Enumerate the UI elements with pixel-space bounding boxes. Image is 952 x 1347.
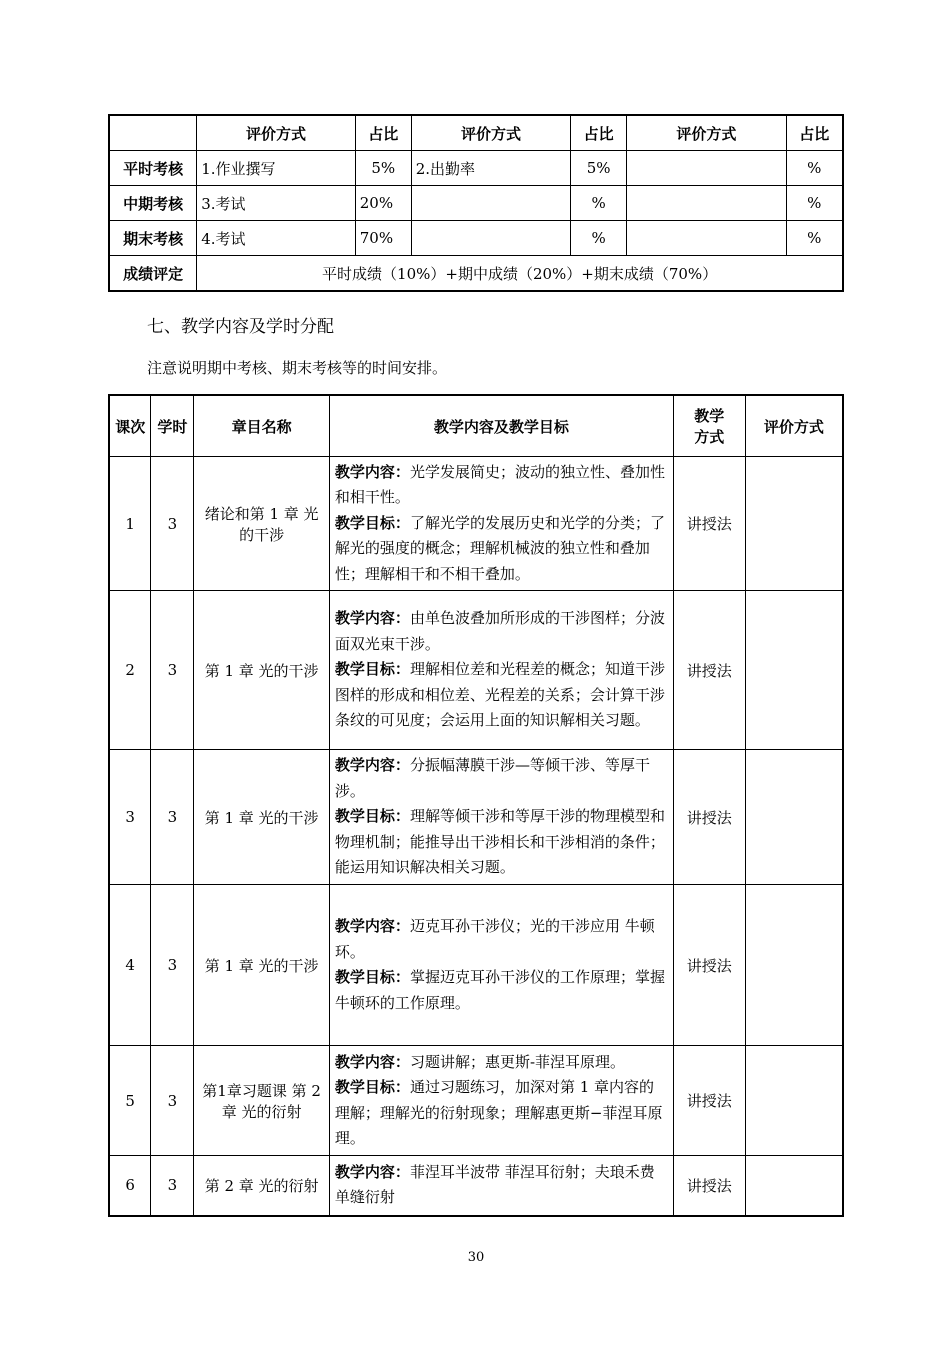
content-text: 由单色波叠加所形成的干涉图样；分波面双光束干涉。 (334, 609, 665, 653)
chapter-name: 绪论和第 1 章 光的干涉 (194, 457, 330, 591)
goal-label: 教学目标： (334, 968, 410, 986)
content-label: 教学内容： (334, 1052, 410, 1071)
evaluation-table (108, 114, 844, 292)
goal-text: 理解相位差和光程差的概念；知道干涉图样的形成和相位差、光程差的关系；会计算干涉条纹的可见度；会运用上面的知识解相关习题。 (334, 660, 665, 730)
lesson-hours: 3 (151, 750, 194, 885)
content-text: 迈克耳孙干涉仪；光的干涉应用 牛顿环。 (334, 917, 655, 961)
eval-cell: 5% (355, 151, 411, 186)
goal-block (335, 511, 668, 588)
goal-label: 教学目标： (334, 513, 410, 532)
lesson-hours: 3 (151, 885, 194, 1046)
content-text: 菲涅耳半波带 菲涅耳衍射；夫琅禾费单缝衍射 (334, 1162, 655, 1207)
lesson-number: 1 (109, 457, 151, 591)
lesson-hours: 3 (151, 457, 194, 591)
eval-cell (627, 221, 787, 256)
content-block (335, 1050, 668, 1076)
evaluation-method (745, 1156, 843, 1216)
lesson-hours: 3 (151, 1046, 194, 1156)
lesson-number: 2 (109, 591, 151, 750)
grade-formula: 平时成绩（10%）+期中成绩（20%）+期末成绩（70%） (197, 256, 843, 292)
goal-label: 教学目标： (334, 1078, 410, 1096)
content-text: 分振幅薄膜干涉—等倾干涉、等厚干涉。 (334, 756, 650, 800)
header-evaluation-method: 评价方式 (745, 395, 843, 457)
eval-row (109, 186, 843, 221)
lesson-number: 6 (109, 1156, 151, 1216)
content-header-row (109, 395, 843, 457)
eval-cell (411, 186, 571, 221)
eval-row-label: 中期考核 (109, 186, 197, 221)
lesson-hours: 3 (151, 591, 194, 750)
table-row (109, 591, 843, 750)
chapter-name: 第1章习题课 第 2 章 光的衍射 (194, 1046, 330, 1156)
eval-row-label: 期末考核 (109, 221, 197, 256)
content-goals (329, 750, 673, 885)
goal-text: 掌握迈克耳孙干涉仪的工作原理；掌握牛顿环的工作原理。 (334, 968, 665, 1012)
eval-row (109, 221, 843, 256)
schedule-note: 注意说明期中考核、期末考核等的时间安排。 (147, 359, 448, 377)
grade-row (109, 256, 843, 292)
header-teaching-method: 教学方式 (673, 395, 745, 457)
eval-header-cell: 评价方式 (627, 115, 787, 151)
table-row (109, 457, 843, 591)
evaluation-method (745, 750, 843, 885)
goal-label: 教学目标： (334, 660, 410, 679)
goal-text: 了解光学的发展历史和光学的分类；了解光的强度的概念；理解机械波的独立性和叠加性；理解相干和不相干叠加。 (334, 513, 665, 583)
eval-header-cell: 占比 (786, 115, 843, 151)
goal-block (335, 1075, 668, 1152)
teaching-method: 讲授法 (673, 591, 745, 750)
header-content-goals: 教学内容及教学目标 (329, 395, 673, 457)
lesson-number: 4 (109, 885, 151, 1046)
eval-cell (627, 151, 787, 186)
content-block (335, 1160, 668, 1211)
eval-cell: % (786, 186, 843, 221)
content-goals (329, 591, 673, 750)
teaching-method: 讲授法 (673, 885, 745, 1046)
evaluation-method (745, 885, 843, 1046)
eval-header-cell (109, 115, 197, 151)
teaching-method: 讲授法 (673, 1046, 745, 1156)
teaching-method: 讲授法 (673, 1156, 745, 1216)
evaluation-method (745, 457, 843, 591)
chapter-name: 第 1 章 光的干涉 (194, 591, 330, 750)
eval-row-label: 平时考核 (109, 151, 197, 186)
section-title: 七、教学内容及学时分配 (147, 317, 334, 337)
eval-cell: % (786, 151, 843, 186)
content-block (335, 914, 668, 965)
lesson-number: 5 (109, 1046, 151, 1156)
goal-text: 通过习题练习，加深对第 1 章内容的理解；理解光的衍射现象；理解惠更斯−菲涅耳原理。 (334, 1078, 663, 1147)
table-row (109, 885, 843, 1046)
eval-cell: % (786, 221, 843, 256)
content-block (335, 460, 668, 511)
table-row (109, 1156, 843, 1216)
chapter-name: 第 1 章 光的干涉 (194, 750, 330, 885)
teaching-content-table (108, 394, 844, 1217)
content-text: 光学发展简史；波动的独立性、叠加性和相干性。 (334, 462, 665, 507)
evaluation-method (745, 1046, 843, 1156)
content-goals (329, 885, 673, 1046)
content-text: 习题讲解；惠更斯-菲涅耳原理。 (409, 1052, 626, 1071)
chapter-name: 第 2 章 光的衍射 (194, 1156, 330, 1216)
content-goals (329, 1046, 673, 1156)
content-label: 教学内容： (334, 462, 410, 481)
teaching-method: 讲授法 (673, 457, 745, 591)
table-row (109, 750, 843, 885)
goal-text: 理解等倾干涉和等厚干涉的物理模型和物理机制；能推导出干涉相长和干涉相消的条件；能运用知识解决相关习题。 (334, 807, 665, 877)
eval-cell: 2.出勤率 (411, 151, 571, 186)
eval-cell: 4.考试 (197, 221, 356, 256)
eval-header-cell: 占比 (355, 115, 411, 151)
eval-cell: 1.作业撰写 (197, 151, 356, 186)
goal-block (335, 804, 668, 881)
eval-header-cell: 评价方式 (411, 115, 571, 151)
eval-cell: % (571, 186, 627, 221)
goal-block (335, 965, 668, 1016)
eval-header-row (109, 115, 843, 151)
header-chapter-name: 章目名称 (194, 395, 330, 457)
eval-cell: 70% (355, 221, 411, 256)
content-goals (329, 457, 673, 591)
eval-header-cell: 占比 (571, 115, 627, 151)
eval-header-cell: 评价方式 (197, 115, 356, 151)
eval-row (109, 151, 843, 186)
evaluation-method (745, 591, 843, 750)
header-hours: 学时 (151, 395, 194, 457)
content-label: 教学内容： (334, 917, 410, 935)
page-number: 30 (467, 1250, 485, 1265)
eval-cell (411, 221, 571, 256)
eval-cell: 20% (355, 186, 411, 221)
table-row (109, 1046, 843, 1156)
eval-cell (627, 186, 787, 221)
goal-label: 教学目标： (334, 807, 410, 826)
lesson-number: 3 (109, 750, 151, 885)
content-goals (329, 1156, 673, 1216)
header-lesson-number: 课次 (109, 395, 151, 457)
teaching-method: 讲授法 (673, 750, 745, 885)
content-block (335, 606, 668, 657)
content-label: 教学内容： (334, 756, 410, 775)
content-label: 教学内容： (334, 1162, 410, 1181)
lesson-hours: 3 (151, 1156, 194, 1216)
goal-block (335, 657, 668, 734)
chapter-name: 第 1 章 光的干涉 (194, 885, 330, 1046)
grade-label: 成绩评定 (109, 256, 197, 292)
content-label: 教学内容： (334, 609, 410, 628)
eval-cell: 5% (571, 151, 627, 186)
eval-cell: 3.考试 (197, 186, 356, 221)
eval-cell: % (571, 221, 627, 256)
content-block (335, 753, 668, 804)
